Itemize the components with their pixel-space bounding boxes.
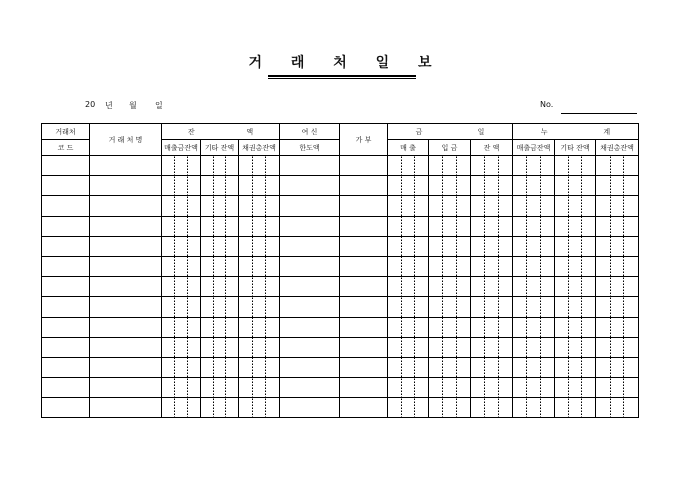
table-cell[interactable] [90,236,162,256]
daily-report-table [41,123,639,418]
table-cell[interactable] [596,297,639,317]
table-cell[interactable] [42,176,90,196]
table-cell[interactable] [471,256,513,276]
table-cell[interactable] [388,297,429,317]
table-cell[interactable] [596,378,639,398]
header-balance-other: 기타 잔액 [201,140,239,156]
header-today-b: 일 [477,127,485,136]
header-cum-sales: 매출금잔액 [513,140,555,156]
table-cell[interactable] [513,176,555,196]
table-cell[interactable] [90,317,162,337]
header-today-sales: 매 출 [388,140,429,156]
table-cell[interactable] [42,277,90,297]
table-cell[interactable] [471,357,513,377]
table-cell[interactable] [513,357,555,377]
table-cell[interactable] [340,196,388,216]
table-cell[interactable] [596,196,639,216]
table-cell[interactable] [513,277,555,297]
header-today-deposit: 입 금 [429,140,471,156]
table-cell[interactable] [239,398,280,418]
table-cell[interactable] [388,317,429,337]
number-label: No. [540,100,554,109]
table-cell[interactable] [162,297,201,317]
table-cell[interactable] [429,337,471,357]
table-cell[interactable] [429,277,471,297]
table-cell[interactable] [596,337,639,357]
header-balance-total: 채권총잔액 [239,140,280,156]
table-cell[interactable] [555,277,596,297]
page-title: 거 래 처 일 보 [248,55,444,71]
table-cell[interactable] [596,398,639,418]
table-cell[interactable] [42,156,90,176]
header-yes-no: 가 부 [340,124,388,156]
table-cell[interactable] [201,256,239,276]
table-cell[interactable] [555,176,596,196]
table-row [42,156,639,176]
table-cell[interactable] [388,256,429,276]
table-cell[interactable] [162,176,201,196]
table-cell[interactable] [90,398,162,418]
table-cell[interactable] [429,236,471,256]
table-cell[interactable] [280,357,340,377]
table-cell[interactable] [513,337,555,357]
table-cell[interactable] [201,277,239,297]
table-cell[interactable] [471,337,513,357]
table-cell[interactable] [429,317,471,337]
table-cell[interactable] [42,196,90,216]
table-cell[interactable] [513,398,555,418]
table-cell[interactable] [340,297,388,317]
table-cell[interactable] [162,196,201,216]
table-cell[interactable] [429,378,471,398]
table-row [42,196,639,216]
header-name: 거 래 처 명 [90,124,162,156]
table-cell[interactable] [340,337,388,357]
header-balance-a: 잔 [187,127,195,136]
table-cell[interactable] [471,156,513,176]
table-cell[interactable] [340,357,388,377]
table-cell[interactable] [239,297,280,317]
title-underline [268,75,416,77]
date-year-label: 년 [105,101,113,110]
table-row [42,378,639,398]
table-cell[interactable] [42,398,90,418]
table-cell[interactable] [555,236,596,256]
table-cell[interactable] [280,256,340,276]
table-cell[interactable] [90,357,162,377]
table-cell[interactable] [90,176,162,196]
table-cell[interactable] [471,216,513,236]
table-row [42,176,639,196]
table-cell[interactable] [280,196,340,216]
header-today-balance: 잔 액 [471,140,513,156]
table-cell[interactable] [280,378,340,398]
table-cell[interactable] [90,216,162,236]
table-cell[interactable] [429,297,471,317]
table-cell[interactable] [513,378,555,398]
table-cell[interactable] [388,357,429,377]
table-cell[interactable] [162,378,201,398]
table-cell[interactable] [340,256,388,276]
table-cell[interactable] [388,156,429,176]
table-cell[interactable] [555,337,596,357]
table-cell[interactable] [513,297,555,317]
table-cell[interactable] [162,357,201,377]
table-cell[interactable] [42,256,90,276]
table-cell[interactable] [42,297,90,317]
table-cell[interactable] [42,357,90,377]
table-cell[interactable] [90,277,162,297]
table-cell[interactable] [596,277,639,297]
table-cell[interactable] [162,256,201,276]
table-cell[interactable] [555,196,596,216]
header-cum-total: 채권총잔액 [596,140,639,156]
table-cell[interactable] [239,156,280,176]
table-cell[interactable] [471,398,513,418]
header-cumulative-a: 누 [540,127,548,136]
table-cell[interactable] [388,216,429,236]
table-row [42,337,639,357]
table-cell[interactable] [162,216,201,236]
table-cell[interactable] [513,256,555,276]
table-cell[interactable] [388,176,429,196]
table-row [42,277,639,297]
table-cell[interactable] [201,337,239,357]
table-cell[interactable] [280,317,340,337]
table-cell[interactable] [162,398,201,418]
header-code-bottom: 코 드 [42,140,90,156]
table-cell[interactable] [429,176,471,196]
table-cell[interactable] [429,398,471,418]
table-cell[interactable] [280,236,340,256]
table-cell[interactable] [201,216,239,236]
table-row [42,216,639,236]
table-cell[interactable] [201,297,239,317]
table-cell[interactable] [201,317,239,337]
table-cell[interactable] [201,398,239,418]
table-cell[interactable] [596,156,639,176]
table-cell[interactable] [471,236,513,256]
table-cell[interactable] [90,337,162,357]
table-row [42,357,639,377]
table-cell[interactable] [340,398,388,418]
table-cell[interactable] [340,156,388,176]
table-cell[interactable] [239,357,280,377]
table-cell[interactable] [513,216,555,236]
table-cell[interactable] [340,176,388,196]
table-cell[interactable] [162,277,201,297]
table-cell[interactable] [513,236,555,256]
table-cell[interactable] [555,317,596,337]
table-cell[interactable] [280,297,340,317]
table-cell[interactable] [596,317,639,337]
table-cell[interactable] [42,378,90,398]
date-day-label: 일 [155,101,163,110]
table-cell[interactable] [340,216,388,236]
table-cell[interactable] [388,378,429,398]
table-cell[interactable] [471,317,513,337]
table-cell[interactable] [280,176,340,196]
table-cell[interactable] [596,256,639,276]
table-cell[interactable] [201,357,239,377]
table-cell[interactable] [42,236,90,256]
table-cell[interactable] [201,156,239,176]
table-cell[interactable] [513,196,555,216]
table-cell[interactable] [429,357,471,377]
table-cell[interactable] [429,256,471,276]
table-cell[interactable] [471,297,513,317]
date-year-prefix[interactable]: 20 [85,100,96,109]
table-cell[interactable] [471,378,513,398]
table-cell[interactable] [596,357,639,377]
table-row [42,256,639,276]
header-balance [162,124,280,140]
table-cell[interactable] [239,256,280,276]
table-cell[interactable] [596,236,639,256]
table-cell[interactable] [429,216,471,236]
table-row [42,317,639,337]
table-cell[interactable] [239,196,280,216]
table-row [42,398,639,418]
table-cell[interactable] [388,337,429,357]
header-balance-b: 액 [246,127,254,136]
date-line [85,100,163,111]
date-month-label: 월 [129,101,137,110]
table-cell[interactable] [280,277,340,297]
table-row [42,236,639,256]
table-cell[interactable] [555,216,596,236]
table-cell[interactable] [239,317,280,337]
table-cell[interactable] [280,337,340,357]
header-cum-other: 기타 잔액 [555,140,596,156]
table-cell[interactable] [471,277,513,297]
table-cell[interactable] [513,317,555,337]
table-cell[interactable] [239,378,280,398]
table-cell[interactable] [239,236,280,256]
table-cell[interactable] [340,236,388,256]
header-code-top: 거래처 [42,124,90,140]
table-cell[interactable] [90,156,162,176]
table-cell[interactable] [280,216,340,236]
table-cell[interactable] [471,196,513,216]
header-credit-bottom: 한도액 [280,140,340,156]
table-cell[interactable] [388,398,429,418]
table-cell[interactable] [555,297,596,317]
table-cell[interactable] [429,196,471,216]
table-cell[interactable] [388,236,429,256]
table-cell[interactable] [471,176,513,196]
table-cell[interactable] [596,216,639,236]
table-cell[interactable] [162,317,201,337]
table-cell[interactable] [429,156,471,176]
table-cell[interactable] [42,337,90,357]
table-cell[interactable] [555,398,596,418]
title-underline-thin [268,78,416,79]
table-cell[interactable] [162,337,201,357]
table-cell[interactable] [42,216,90,236]
table-cell[interactable] [280,398,340,418]
table-cell[interactable] [388,277,429,297]
table-cell[interactable] [280,156,340,176]
table-cell[interactable] [388,196,429,216]
table-cell[interactable] [90,378,162,398]
table-cell[interactable] [162,236,201,256]
table-cell[interactable] [340,277,388,297]
table-cell[interactable] [555,357,596,377]
table-cell[interactable] [201,176,239,196]
table-row [42,297,639,317]
table-cell[interactable] [340,378,388,398]
header-today-a: 금 [415,127,423,136]
header-credit-top: 여 신 [280,124,340,140]
table-cell[interactable] [90,297,162,317]
table-cell[interactable] [201,196,239,216]
number-field-line[interactable] [561,113,637,114]
table-cell[interactable] [239,176,280,196]
table-cell[interactable] [555,156,596,176]
table-cell[interactable] [555,378,596,398]
table-cell[interactable] [201,378,239,398]
table-cell[interactable] [596,176,639,196]
table-cell[interactable] [513,156,555,176]
table-cell[interactable] [555,256,596,276]
header-cumulative-b: 계 [603,127,611,136]
table-cell[interactable] [201,236,239,256]
table-cell[interactable] [90,196,162,216]
table-cell[interactable] [90,256,162,276]
header-balance-sales: 매출금잔액 [162,140,201,156]
table-cell[interactable] [162,156,201,176]
table-cell[interactable] [239,277,280,297]
table-cell[interactable] [340,317,388,337]
table-cell[interactable] [239,216,280,236]
table-cell[interactable] [239,337,280,357]
table-cell[interactable] [42,317,90,337]
header-cumulative [513,124,639,140]
header-today [388,124,513,140]
